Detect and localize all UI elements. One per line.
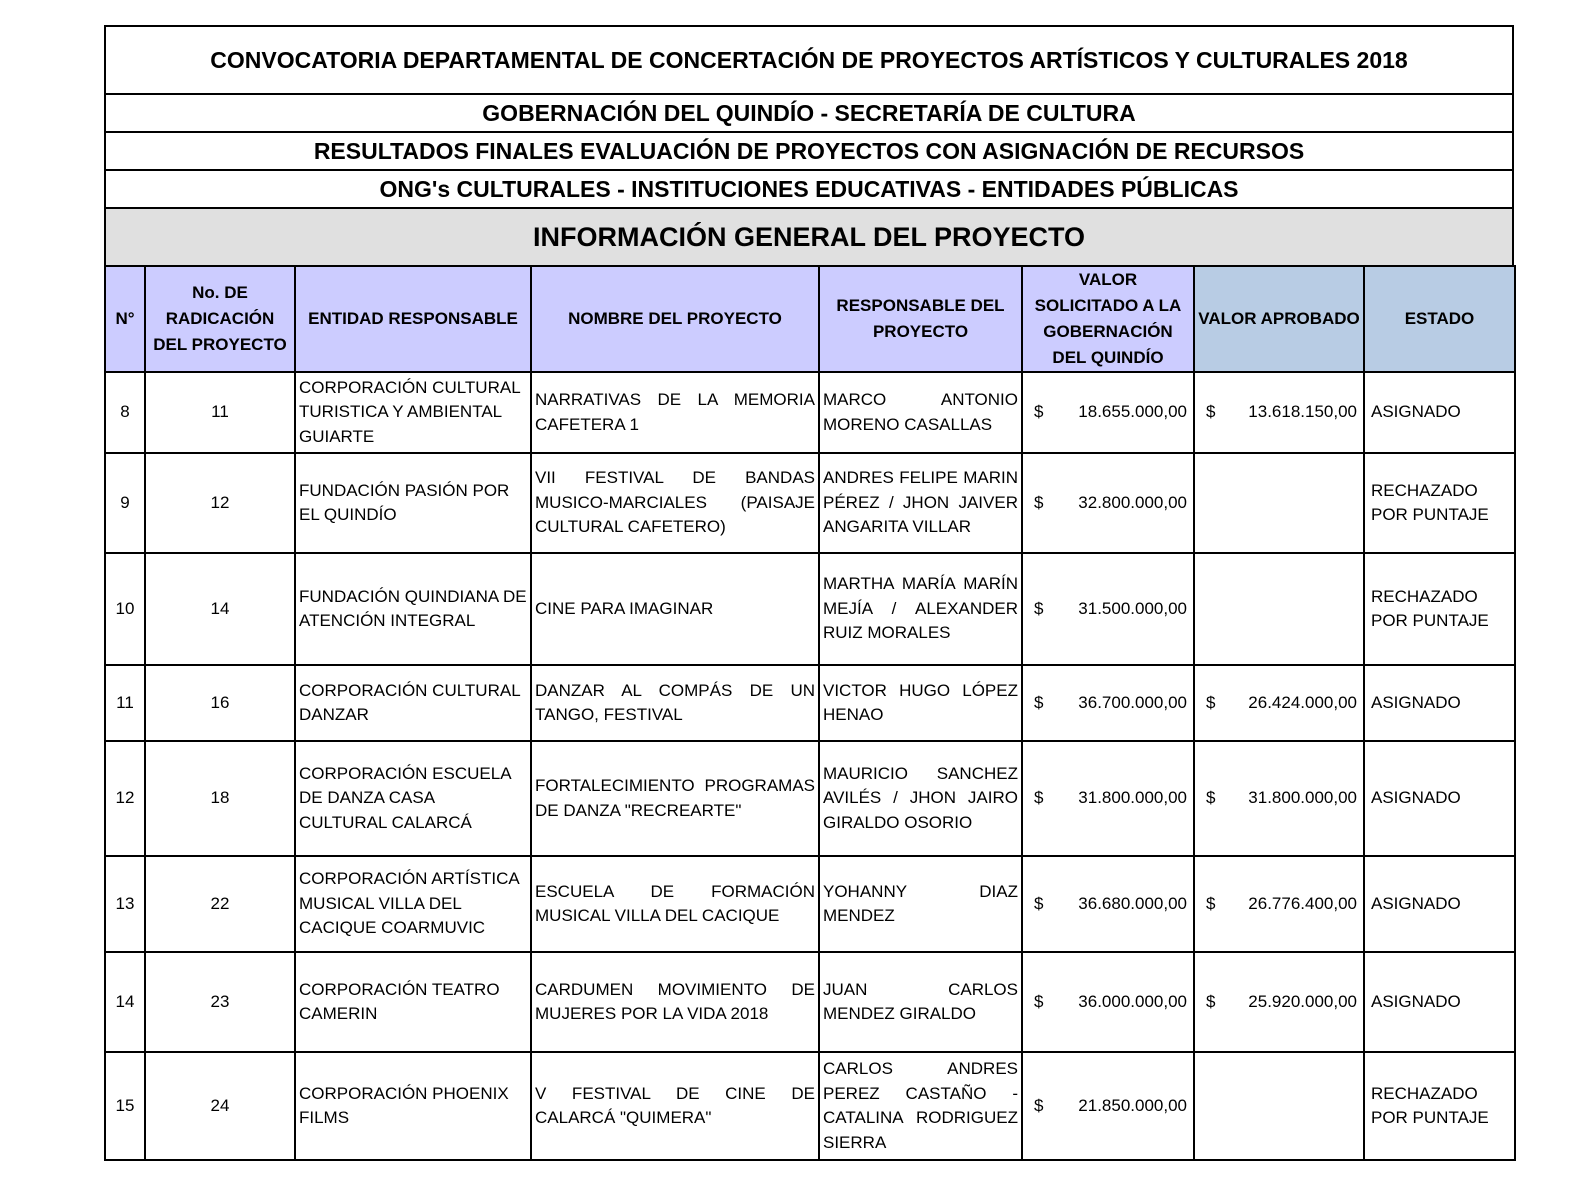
cell-estado: RECHAZADO POR PUNTAJE <box>1364 553 1515 665</box>
amount-solicitado: 36.000.000,00 <box>1078 991 1187 1011</box>
currency-symbol: $ <box>1034 402 1044 422</box>
amount-solicitado: 36.680.000,00 <box>1078 893 1187 913</box>
cell-solicitado <box>1022 856 1194 952</box>
currency-symbol: $ <box>1034 692 1044 712</box>
results-sheet <box>104 25 1514 1161</box>
amount-aprobado: 31.800.000,00 <box>1248 788 1357 808</box>
cell-solicitado <box>1022 453 1194 553</box>
cell-n: 11 <box>105 665 145 741</box>
col-radicacion: No. DE RADICACIÓN DEL PROYECTO <box>145 266 295 372</box>
cell-nombre: FORTALECIMIENTO PROGRAMAS DE DANZA "RECREARTE" <box>531 741 819 856</box>
cell-entidad: FUNDACIÓN QUINDIANA DE ATENCIÓN INTEGRAL <box>295 553 531 665</box>
currency-symbol: $ <box>1034 1095 1044 1115</box>
cell-nombre: CINE PARA IMAGINAR <box>531 553 819 665</box>
currency-symbol: $ <box>1034 991 1044 1011</box>
cell-radicacion: 18 <box>145 741 295 856</box>
cell-nombre: VII FESTIVAL DE BANDAS MUSICO-MARCIALES (PAISAJE CULTURAL CAFETERO) <box>531 453 819 553</box>
cell-n: 14 <box>105 952 145 1052</box>
cell-solicitado <box>1022 741 1194 856</box>
col-entidad: ENTIDAD RESPONSABLE <box>295 266 531 372</box>
col-n: N° <box>105 266 145 372</box>
cell-radicacion: 16 <box>145 665 295 741</box>
col-aprobado: VALOR APROBADO <box>1194 266 1364 372</box>
cell-estado: RECHAZADO POR PUNTAJE <box>1364 1052 1515 1160</box>
cell-responsable: MAURICIO SANCHEZ AVILÉS / JHON JAIRO GIRALDO OSORIO <box>819 741 1022 856</box>
table-row <box>105 856 1515 952</box>
cell-radicacion: 11 <box>145 372 295 453</box>
cell-entidad: CORPORACIÓN ESCUELA DE DANZA CASA CULTURAL CALARCÁ <box>295 741 531 856</box>
table-row <box>105 453 1515 553</box>
currency-symbol: $ <box>1206 692 1216 712</box>
col-nombre: NOMBRE DEL PROYECTO <box>531 266 819 372</box>
cell-aprobado <box>1194 741 1364 856</box>
table-body <box>105 372 1515 1160</box>
document-title: CONVOCATORIA DEPARTAMENTAL DE CONCERTACIÓN DE PROYECTOS ARTÍSTICOS Y CULTURALES 2018 <box>104 25 1514 93</box>
table-row <box>105 372 1515 453</box>
cell-radicacion: 14 <box>145 553 295 665</box>
amount-solicitado: 18.655.000,00 <box>1078 402 1187 422</box>
cell-entidad: FUNDACIÓN PASIÓN POR EL QUINDÍO <box>295 453 531 553</box>
cell-radicacion: 22 <box>145 856 295 952</box>
table-row <box>105 741 1515 856</box>
currency-symbol: $ <box>1034 788 1044 808</box>
cell-aprobado <box>1194 856 1364 952</box>
cell-nombre: DANZAR AL COMPÁS DE UN TANGO, FESTIVAL <box>531 665 819 741</box>
cell-nombre: V FESTIVAL DE CINE DE CALARCÁ "QUIMERA" <box>531 1052 819 1160</box>
cell-estado: ASIGNADO <box>1364 952 1515 1052</box>
amount-solicitado: 31.800.000,00 <box>1078 788 1187 808</box>
cell-n: 13 <box>105 856 145 952</box>
currency-symbol: $ <box>1206 402 1216 422</box>
entity-header: GOBERNACIÓN DEL QUINDÍO - SECRETARÍA DE CULTURA <box>104 93 1514 131</box>
cell-estado: ASIGNADO <box>1364 856 1515 952</box>
amount-aprobado: 25.920.000,00 <box>1248 991 1357 1011</box>
cell-entidad: CORPORACIÓN ARTÍSTICA MUSICAL VILLA DEL CACIQUE COARMUVIC <box>295 856 531 952</box>
currency-symbol: $ <box>1034 893 1044 913</box>
section-header: INFORMACIÓN GENERAL DEL PROYECTO <box>104 207 1514 265</box>
table-row <box>105 952 1515 1052</box>
table-header-row <box>105 266 1515 372</box>
cell-nombre: NARRATIVAS DE LA MEMORIA CAFETERA 1 <box>531 372 819 453</box>
cell-responsable: JUAN CARLOS MENDEZ GIRALDO <box>819 952 1022 1052</box>
cell-radicacion: 12 <box>145 453 295 553</box>
cell-solicitado <box>1022 372 1194 453</box>
amount-aprobado: 26.776.400,00 <box>1248 893 1357 913</box>
cell-n: 8 <box>105 372 145 453</box>
cell-solicitado <box>1022 952 1194 1052</box>
cell-aprobado <box>1194 453 1364 553</box>
cell-responsable: VICTOR HUGO LÓPEZ HENAO <box>819 665 1022 741</box>
currency-symbol: $ <box>1034 598 1044 618</box>
col-solicitado: VALOR SOLICITADO A LA GOBERNACIÓN DEL QUINDÍO <box>1022 266 1194 372</box>
cell-aprobado <box>1194 553 1364 665</box>
cell-responsable: MARCO ANTONIO MORENO CASALLAS <box>819 372 1022 453</box>
cell-responsable: ANDRES FELIPE MARIN PÉREZ / JHON JAIVER ANGARITA VILLAR <box>819 453 1022 553</box>
cell-responsable: CARLOS ANDRES PEREZ CASTAÑO - CATALINA RODRIGUEZ SIERRA <box>819 1052 1022 1160</box>
cell-estado: ASIGNADO <box>1364 741 1515 856</box>
cell-estado: RECHAZADO POR PUNTAJE <box>1364 453 1515 553</box>
results-header: RESULTADOS FINALES EVALUACIÓN DE PROYECTOS CON ASIGNACIÓN DE RECURSOS <box>104 131 1514 169</box>
table-row <box>105 553 1515 665</box>
cell-nombre: CARDUMEN MOVIMIENTO DE MUJERES POR LA VIDA 2018 <box>531 952 819 1052</box>
cell-n: 10 <box>105 553 145 665</box>
currency-symbol: $ <box>1206 788 1216 808</box>
cell-solicitado <box>1022 1052 1194 1160</box>
cell-n: 9 <box>105 453 145 553</box>
currency-symbol: $ <box>1034 492 1044 512</box>
cell-estado: ASIGNADO <box>1364 372 1515 453</box>
cell-n: 15 <box>105 1052 145 1160</box>
cell-estado: ASIGNADO <box>1364 665 1515 741</box>
currency-symbol: $ <box>1206 893 1216 913</box>
cell-entidad: CORPORACIÓN PHOENIX FILMS <box>295 1052 531 1160</box>
cell-responsable: MARTHA MARÍA MARÍN MEJÍA / ALEXANDER RUIZ MORALES <box>819 553 1022 665</box>
cell-aprobado <box>1194 372 1364 453</box>
cell-nombre: ESCUELA DE FORMACIÓN MUSICAL VILLA DEL CACIQUE <box>531 856 819 952</box>
table-row <box>105 665 1515 741</box>
amount-solicitado: 36.700.000,00 <box>1078 692 1187 712</box>
amount-solicitado: 21.850.000,00 <box>1078 1095 1187 1115</box>
cell-aprobado <box>1194 665 1364 741</box>
table-row <box>105 1052 1515 1160</box>
cell-entidad: CORPORACIÓN CULTURAL DANZAR <box>295 665 531 741</box>
cell-radicacion: 23 <box>145 952 295 1052</box>
amount-solicitado: 32.800.000,00 <box>1078 492 1187 512</box>
amount-aprobado: 13.618.150,00 <box>1248 402 1357 422</box>
cell-solicitado <box>1022 553 1194 665</box>
col-estado: ESTADO <box>1364 266 1515 372</box>
cell-aprobado <box>1194 1052 1364 1160</box>
projects-table <box>104 265 1516 1161</box>
cell-entidad: CORPORACIÓN TEATRO CAMERIN <box>295 952 531 1052</box>
cell-radicacion: 24 <box>145 1052 295 1160</box>
categories-header: ONG's CULTURALES - INSTITUCIONES EDUCATIVAS - ENTIDADES PÚBLICAS <box>104 169 1514 207</box>
amount-solicitado: 31.500.000,00 <box>1078 598 1187 618</box>
cell-entidad: CORPORACIÓN CULTURAL TURISTICA Y AMBIENTAL GUIARTE <box>295 372 531 453</box>
cell-responsable: YOHANNY DIAZ MENDEZ <box>819 856 1022 952</box>
cell-solicitado <box>1022 665 1194 741</box>
cell-n: 12 <box>105 741 145 856</box>
currency-symbol: $ <box>1206 991 1216 1011</box>
amount-aprobado: 26.424.000,00 <box>1248 692 1357 712</box>
col-responsable: RESPONSABLE DEL PROYECTO <box>819 266 1022 372</box>
cell-aprobado <box>1194 952 1364 1052</box>
